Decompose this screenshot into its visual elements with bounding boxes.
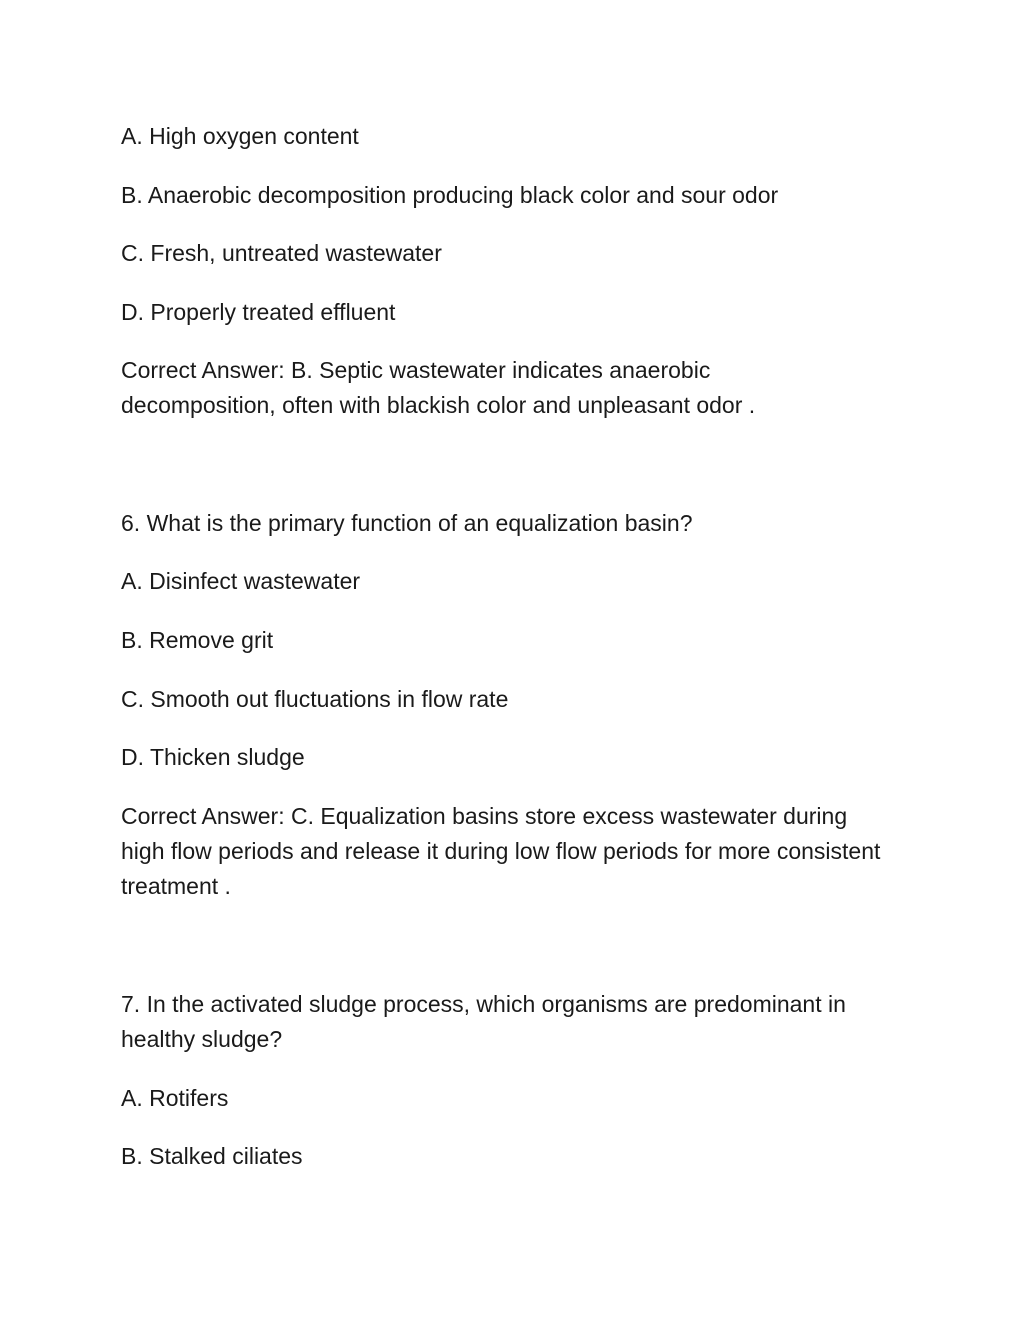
q5-option-c: C. Fresh, untreated wastewater bbox=[121, 240, 442, 266]
q6-option-b: B. Remove grit bbox=[121, 627, 274, 653]
q6-option-d: D. Thicken sludge bbox=[121, 744, 305, 770]
q5-option-d: D. Properly treated effluent bbox=[121, 299, 396, 325]
q6-correct-answer: Correct Answer: C. Equalization basins store excess wastewater during high flow periods and release it during low flow periods for more consistent treatment . bbox=[121, 803, 881, 899]
q5-option-a: A. High oxygen content bbox=[121, 123, 359, 149]
q6-question: 6. What is the primary function of an equalization basin? bbox=[121, 510, 693, 536]
q5-correct-answer: Correct Answer: B. Septic wastewater indicates anaerobic decomposition, often with blackish color and unpleasant odor . bbox=[121, 357, 756, 418]
q7-question: 7. In the activated sludge process, which organisms are predominant in healthy sludge? bbox=[121, 991, 846, 1052]
q6-option-a: A. Disinfect wastewater bbox=[121, 568, 361, 594]
q7-option-a: A. Rotifers bbox=[121, 1085, 229, 1111]
q7-option-b: B. Stalked ciliates bbox=[121, 1143, 303, 1169]
q6-option-c: C. Smooth out fluctuations in flow rate bbox=[121, 686, 509, 712]
q5-option-b: B. Anaerobic decomposition producing black color and sour odor bbox=[121, 182, 779, 208]
